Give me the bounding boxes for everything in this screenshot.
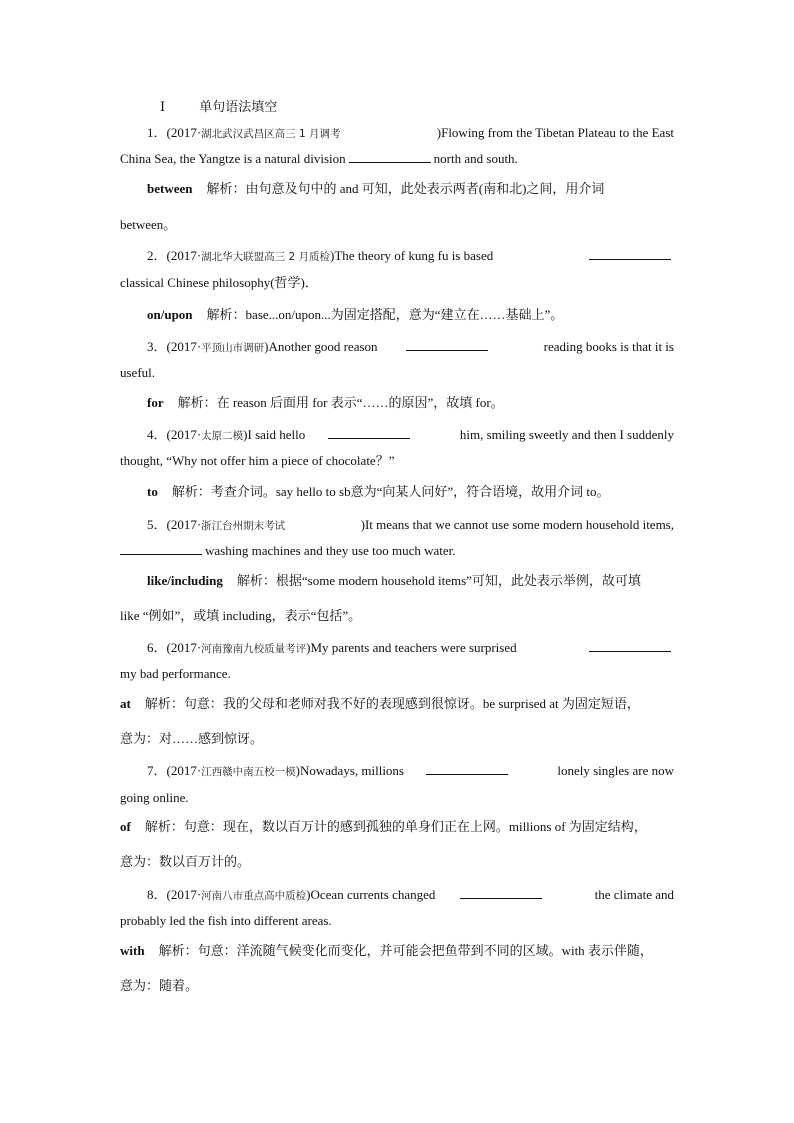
answer-word: like/including (147, 573, 223, 588)
question-7-line-1: 7．(2017·江西赣中南五校一模)Nowadays, millions lonely singles are now (147, 763, 674, 778)
section-heading (160, 96, 277, 115)
question-8-line-2: probably led the fish into different areas. (120, 913, 332, 928)
answer-7-cont: 意为：数以百万计的。 (120, 854, 251, 869)
explanation: 解析：句意：我的父母和老师对我不好的表现感到很惊讶。be surprised at 为固定短语， (144, 696, 640, 711)
question-8-line-1: 8．(2017·河南八市重点高中质检)Ocean currents changed the climate and (147, 887, 674, 902)
answer-3 (120, 394, 701, 412)
answer-word: to (147, 484, 158, 499)
answer-blank[interactable] (349, 150, 431, 163)
explanation: 解析：句意：现在，数以百万计的感到孤独的单身们正在上网。millions of 为固定结构， (144, 819, 647, 834)
answer-word: between (147, 181, 193, 196)
answer-word: with (120, 943, 145, 958)
answer-1 (120, 180, 701, 198)
question-2-line-1: 2．(2017·湖北华大联盟高三 2 月质检)The theory of kung fu is based (120, 247, 674, 266)
question-6-line-2: my bad performance. (120, 666, 231, 681)
question-4-line-2: thought, “Why not offer him a piece of chocolate？” (120, 453, 395, 468)
answer-blank[interactable] (460, 886, 542, 899)
answer-6 (120, 695, 674, 713)
question-3-line-1: 3．(2017·平顶山市调研)Another good reason reading books is that it is (147, 339, 674, 354)
explanation: 解析：base...on/upon...为固定搭配，意为“建立在……基础上”。 (206, 307, 564, 322)
answer-7 (120, 818, 674, 836)
answer-blank[interactable] (426, 762, 508, 775)
question-7-line-2: going online. (120, 790, 189, 805)
answer-blank[interactable] (589, 247, 671, 260)
question-3-line-2: useful. (120, 365, 156, 380)
answer-1-cont: between。 (120, 217, 177, 232)
answer-blank[interactable] (120, 542, 202, 555)
answer-blank[interactable] (589, 639, 671, 652)
question-5-line-1: 5．(2017·浙江台州期末考试 )It means that we cannot use some modern household items, (147, 517, 674, 532)
answer-2 (120, 306, 701, 324)
question-1-line-2: China Sea, the Yangtze is a natural division north and south. (120, 151, 518, 166)
explanation: 解析：在 reason 后面用 for 表示“……的原因”，故填 for。 (177, 395, 504, 410)
answer-4 (120, 483, 701, 501)
answer-word: for (147, 395, 164, 410)
section-title: 单句语法填空 (199, 99, 278, 114)
answer-8 (120, 942, 674, 960)
answer-word: on/upon (147, 307, 193, 322)
answer-6-cont: 意为：对……感到惊讶。 (120, 731, 264, 746)
explanation: 解析：由句意及句中的 and 可知，此处表示两者(南和北)之间，用介词 (206, 181, 605, 196)
explanation: 解析：考查介词。say hello to sb意为“向某人问好”，符合语境，故用介词 to。 (171, 484, 610, 499)
answer-word: of (120, 819, 131, 834)
explanation: 解析：根据“some modern household items”可知，此处表示举例，故可填 (236, 573, 641, 588)
question-2-line-2: classical Chinese philosophy(哲学)． (120, 275, 318, 290)
question-1-line-1: 1．(2017·湖北武汉武昌区高三 1 月调考 )Flowing from the Tibetan Plateau to the East (147, 125, 674, 140)
answer-blank[interactable] (406, 338, 488, 351)
section-number: Ⅰ (160, 99, 166, 114)
answer-blank[interactable] (328, 426, 410, 439)
question-4-line-1: 4．(2017·太原二模)I said hello him, smiling sweetly and then I suddenly (147, 427, 674, 442)
question-6-line-1: 6．(2017·河南豫南九校质量考评)My parents and teachers were surprised (120, 639, 674, 658)
question-5-line-2: washing machines and they use too much water. (120, 542, 674, 560)
answer-5-cont: like “例如”，或填 including，表示“包括”。 (120, 608, 362, 623)
answer-5 (120, 572, 701, 590)
answer-8-cont: 意为：随着。 (120, 978, 199, 993)
explanation: 解析：句意：洋流随气候变化而变化，并可能会把鱼带到不同的区域。with 表示伴随， (158, 943, 653, 958)
answer-word: at (120, 696, 131, 711)
